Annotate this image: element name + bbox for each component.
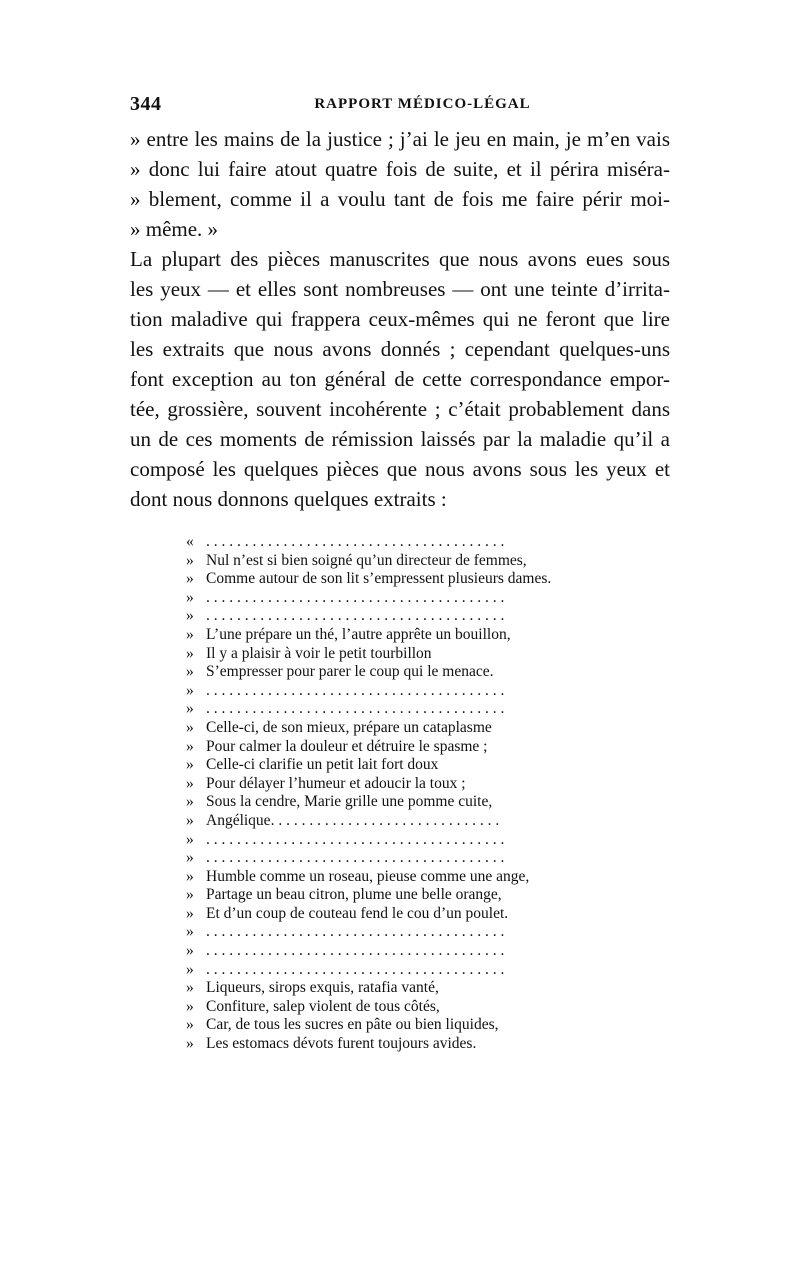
verse-line xyxy=(186,775,586,794)
quote-mark: » xyxy=(186,737,194,755)
prose-line: tion maladive qui frappera ceux-mêmes qui ne feront que lire xyxy=(130,307,670,331)
quote-mark: » xyxy=(186,663,194,681)
verse-text: Nul n’est si bien soigné qu’un directeur de femmes, xyxy=(206,551,527,569)
verse-line xyxy=(186,942,586,961)
verse-line xyxy=(186,533,586,552)
verse-text: . . . . . . . . . . . . . . . . . . . . . . . . . . . . . . . . . . . . . . . xyxy=(206,607,505,625)
verse-text: . . . . . . . . . . . . . . . . . . . . . . . . . . . . . . . . . . . . . . . xyxy=(206,923,505,941)
prose-line: les extraits que nous avons donnés ; cependant quelques-uns xyxy=(130,337,670,361)
verse-line xyxy=(186,700,586,719)
quote-mark: » xyxy=(186,718,194,736)
quote-mark: » xyxy=(186,700,194,718)
quote-mark: » xyxy=(186,923,194,941)
verse-text: Il y a plaisir à voir le petit tourbillon xyxy=(206,644,432,662)
verse-line xyxy=(186,738,586,757)
quote-mark: » xyxy=(186,625,194,643)
prose-line: dont nous donnons quelques extraits : xyxy=(130,487,447,511)
running-title: RAPPORT MÉDICO-LÉGAL xyxy=(314,96,531,112)
prose-line: font exception au ton général de cette correspondance empor- xyxy=(130,367,670,391)
verse-text: Pour calmer la douleur et détruire le spasme ; xyxy=(206,737,488,755)
prose-line: » même. » xyxy=(130,217,219,241)
verse-text: Angélique. . . . . . . . . . . . . . . . . . . . . . . . . . . . . . xyxy=(206,811,500,829)
verse-text: Les estomacs dévots furent toujours avides. xyxy=(206,1035,477,1053)
quote-mark: » xyxy=(186,774,194,792)
verse-text: . . . . . . . . . . . . . . . . . . . . . . . . . . . . . . . . . . . . . . . xyxy=(206,849,505,867)
verse-text: Et d’un coup de couteau fend le cou d’un poulet. xyxy=(206,904,509,922)
verse-text: Liqueurs, sirops exquis, ratafia vanté, xyxy=(206,979,439,997)
verse-text: S’empresser pour parer le coup qui le menace. xyxy=(206,663,494,681)
quote-mark: » xyxy=(186,867,194,885)
quote-mark: » xyxy=(186,1016,194,1034)
quote-mark: » xyxy=(186,904,194,922)
quote-mark: » xyxy=(186,644,194,662)
quote-mark: » xyxy=(186,1035,194,1053)
verse-text: . . . . . . . . . . . . . . . . . . . . . . . . . . . . . . . . . . . . . . . xyxy=(206,533,505,550)
verse-line xyxy=(186,886,586,905)
prose-line: » blement, comme il a voulu tant de fois me faire périr moi- xyxy=(130,187,670,211)
verse-text: L’une prépare un thé, l’autre apprête un bouillon, xyxy=(206,625,511,643)
quote-mark: » xyxy=(186,756,194,774)
verse-line xyxy=(186,626,586,645)
verse-text: . . . . . . . . . . . . . . . . . . . . . . . . . . . . . . . . . . . . . . . xyxy=(206,588,505,606)
verse-text: Pour délayer l’humeur et adoucir la toux ; xyxy=(206,774,466,792)
verse-text: . . . . . . . . . . . . . . . . . . . . . . . . . . . . . . . . . . . . . . . xyxy=(206,942,505,960)
verse-text: . . . . . . . . . . . . . . . . . . . . . . . . . . . . . . . . . . . . . . . xyxy=(206,960,505,978)
verse-text: Sous la cendre, Marie grille une pomme cuite, xyxy=(206,793,493,811)
prose-line: La plupart des pièces manuscrites que nous avons eues sous xyxy=(130,247,670,271)
quote-mark: » xyxy=(186,849,194,867)
verse-line xyxy=(186,812,586,831)
quote-mark: » xyxy=(186,551,194,569)
verse-text: Celle-ci clarifie un petit lait fort doux xyxy=(206,756,439,774)
prose-line: composé les quelques pièces que nous avons sous les yeux et xyxy=(130,457,670,481)
quote-mark: » xyxy=(186,886,194,904)
quote-mark: » xyxy=(186,942,194,960)
verse-text: Confiture, salep violent de tous côtés, xyxy=(206,997,440,1015)
verse-line xyxy=(186,570,586,589)
quote-mark: » xyxy=(186,997,194,1015)
page-number: 344 xyxy=(130,93,162,115)
quote-mark: » xyxy=(186,681,194,699)
prose-paragraphs xyxy=(130,124,670,514)
verse-line xyxy=(186,663,586,682)
verse-line xyxy=(186,793,586,812)
verse-line xyxy=(186,1035,586,1054)
quote-mark: » xyxy=(186,570,194,588)
quote-mark: » xyxy=(186,960,194,978)
prose-line: » donc lui faire atout quatre fois de suite, et il périra miséra- xyxy=(130,157,670,181)
verse-line xyxy=(186,868,586,887)
verse-text: . . . . . . . . . . . . . . . . . . . . . . . . . . . . . . . . . . . . . . . xyxy=(206,681,505,699)
verse-line xyxy=(186,961,586,980)
verse-line xyxy=(186,979,586,998)
verse-line xyxy=(186,831,586,850)
verse-line xyxy=(186,998,586,1017)
verse-text: Celle-ci, de son mieux, prépare un cataplasme xyxy=(206,718,492,736)
quote-mark: » xyxy=(186,830,194,848)
quote-mark: » xyxy=(186,793,194,811)
quote-mark: » xyxy=(186,811,194,829)
verse-line xyxy=(186,552,586,571)
verse-text: Partage un beau citron, plume une belle orange, xyxy=(206,886,502,904)
quote-mark: » xyxy=(186,979,194,997)
verse-line xyxy=(186,923,586,942)
quote-mark: » xyxy=(186,588,194,606)
verse-line xyxy=(186,849,586,868)
verse-text: Comme autour de son lit s’empressent plusieurs dames. xyxy=(206,570,552,588)
quote-mark: « xyxy=(186,533,194,550)
quote-mark: » xyxy=(186,607,194,625)
prose-line: les yeux — et elles sont nombreuses — ont une teinte d’irrita- xyxy=(130,277,670,301)
verse-line xyxy=(186,589,586,608)
verse-line xyxy=(186,756,586,775)
verse-text: . . . . . . . . . . . . . . . . . . . . . . . . . . . . . . . . . . . . . . . xyxy=(206,830,505,848)
verse-line xyxy=(186,682,586,701)
verse-line xyxy=(186,1016,586,1035)
verse-text: . . . . . . . . . . . . . . . . . . . . . . . . . . . . . . . . . . . . . . . xyxy=(206,700,505,718)
verse-line xyxy=(186,607,586,626)
prose-line: » entre les mains de la justice ; j’ai le jeu en main, je m’en vais xyxy=(130,127,670,151)
verse-line xyxy=(186,645,586,664)
prose-line: tée, grossière, souvent incohérente ; c’était probablement dans xyxy=(130,397,670,421)
prose-line: un de ces moments de rémission laissés par la maladie qu’il a xyxy=(130,427,670,451)
verse-line xyxy=(186,905,586,924)
verse-line xyxy=(186,719,586,738)
verse-text: Humble comme un roseau, pieuse comme une ange, xyxy=(206,867,530,885)
page-header xyxy=(130,93,670,115)
verse-extract xyxy=(186,533,586,1054)
verse-text: Car, de tous les sucres en pâte ou bien liquides, xyxy=(206,1016,499,1034)
